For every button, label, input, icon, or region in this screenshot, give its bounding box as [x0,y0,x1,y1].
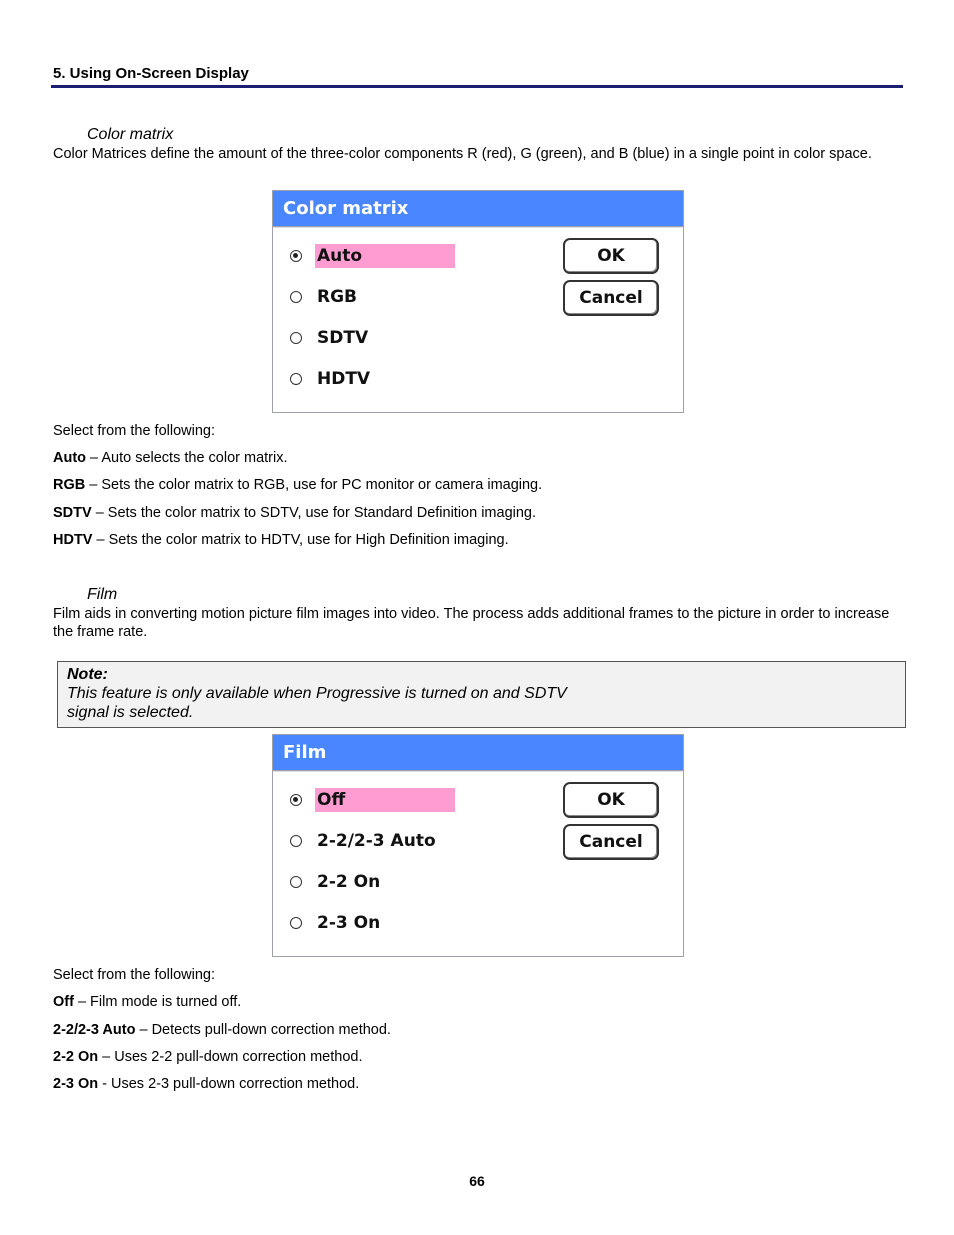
option-auto[interactable] [290,244,455,268]
list-item [53,1022,391,1038]
ok-button[interactable]: OK [563,238,659,274]
radio-icon[interactable] [290,917,302,929]
item-term: RGB [53,477,86,493]
film-dialog [272,734,684,957]
color-matrix-dialog [272,190,684,413]
page-number: 66 [469,1173,485,1189]
color-matrix-subhead: Color matrix [87,126,174,143]
option-label: HDTV [317,369,371,389]
option-label: RGB [317,287,358,307]
radio-icon[interactable] [290,373,302,385]
dialog-body [274,227,682,411]
radio-icon[interactable] [290,332,302,344]
dialog-title: Color matrix [273,191,683,227]
item-desc: – Sets the color matrix to SDTV, use for Standard Definition imaging. [91,505,537,521]
dialog-body [274,771,682,955]
radio-selected-icon[interactable] [290,250,302,262]
item-desc: – Sets the color matrix to HDTV, use for High Definition imaging. [92,532,509,548]
option-label: Off [315,788,455,812]
select-intro: Select from the following: [53,423,215,439]
option-sdtv[interactable] [290,326,376,350]
radio-icon[interactable] [290,835,302,847]
note-box [57,661,906,728]
item-desc: – Uses 2-2 pull-down correction method. [98,1049,363,1065]
cancel-button[interactable]: Cancel [563,824,659,860]
note-line: This feature is only available when Progressive is turned on and SDTV [67,685,567,702]
film-description: Film aids in converting motion picture film images into video. The process adds additional frames to the picture in order to increase the frame rate. [53,606,890,640]
ok-button[interactable]: OK [563,782,659,818]
radio-icon[interactable] [290,291,302,303]
film-subhead: Film [87,586,118,603]
item-desc: – Detects pull-down correction method. [135,1022,391,1038]
option-rgb[interactable] [290,285,365,309]
item-term: 2-2 On [53,1049,99,1065]
item-term: Off [53,994,74,1010]
item-term: Auto [53,450,87,466]
item-term: SDTV [53,505,92,521]
list-item [53,505,536,521]
radio-selected-icon[interactable] [290,794,302,806]
option-label: 2-2/2-3 Auto [317,831,436,851]
item-desc: – Film mode is turned off. [73,994,242,1010]
list-item [53,477,542,493]
item-term: 2-3 On [53,1076,99,1092]
radio-icon[interactable] [290,876,302,888]
option-off[interactable] [290,788,455,812]
cancel-button[interactable]: Cancel [563,280,659,316]
option-label: 2-3 On [317,913,381,933]
header-rule [51,85,903,88]
option-2-2-2-3-auto[interactable] [290,829,444,853]
list-item [53,994,241,1010]
section-header: 5. Using On-Screen Display [53,65,249,82]
color-matrix-description: Color Matrices define the amount of the three-color components R (red), G (green), and B (blue) in a single point in color space. [53,146,872,162]
list-item [53,1049,362,1065]
option-label: 2-2 On [317,872,381,892]
option-2-3-on[interactable] [290,911,388,935]
list-item [53,1076,359,1092]
option-label: SDTV [317,328,369,348]
list-item [53,532,509,548]
item-term: HDTV [53,532,93,548]
select-intro: Select from the following: [53,967,215,983]
item-desc: - Uses 2-3 pull-down correction method. [98,1076,360,1092]
note-line: signal is selected. [67,704,194,721]
option-label: Auto [315,244,455,268]
item-term: 2-2/2-3 Auto [53,1022,136,1038]
item-desc: – Auto selects the color matrix. [86,450,288,466]
item-desc: – Sets the color matrix to RGB, use for PC monitor or camera imaging. [85,477,543,493]
option-2-2-on[interactable] [290,870,388,894]
note-title: Note: [67,666,108,683]
dialog-title: Film [273,735,683,771]
option-hdtv[interactable] [290,367,378,391]
list-item [53,450,288,466]
